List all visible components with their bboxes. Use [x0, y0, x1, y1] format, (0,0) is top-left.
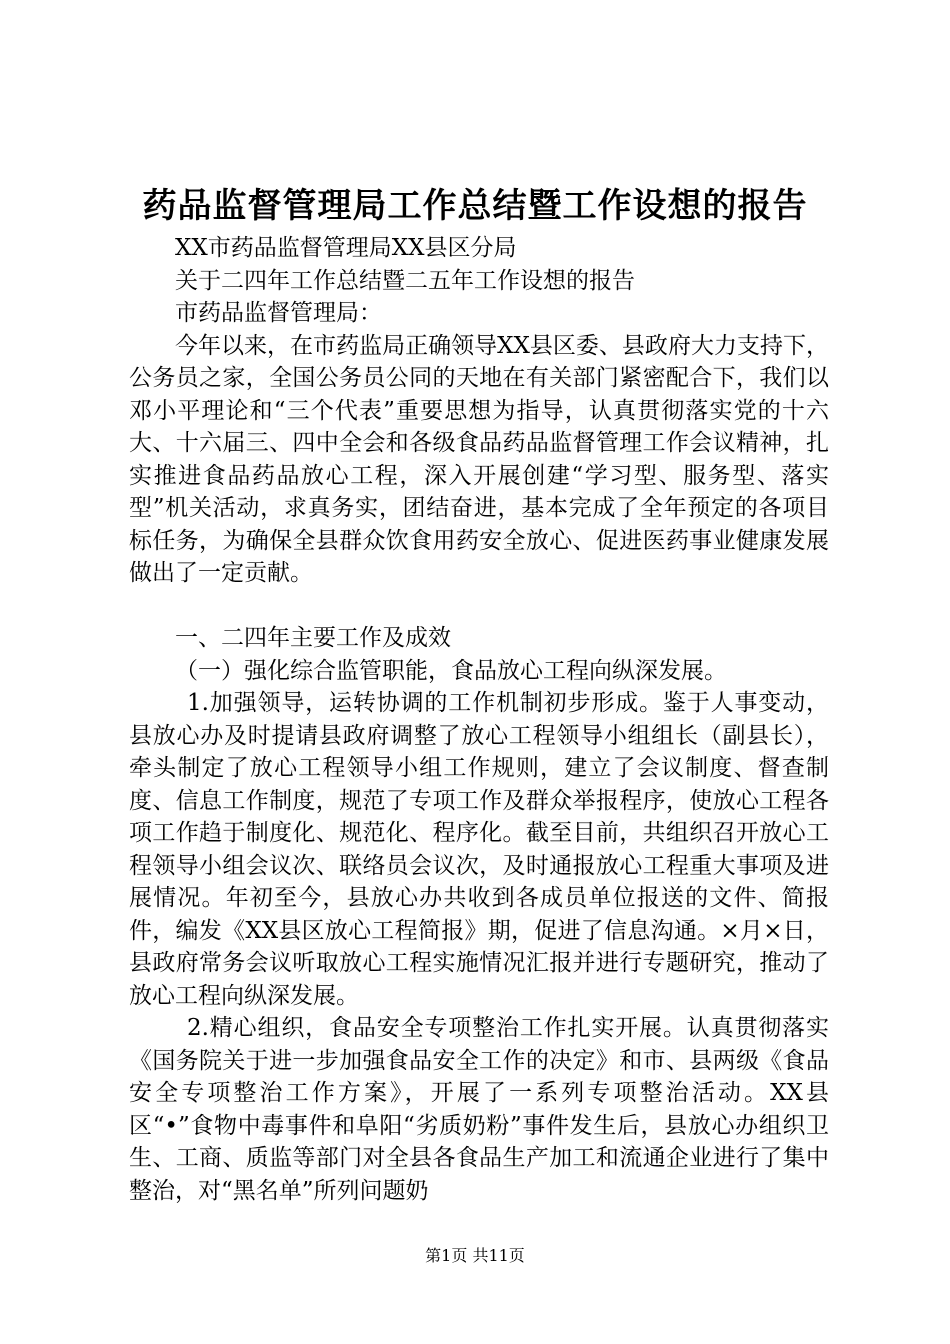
item-paragraph-2: 2.精心组织，食品安全专项整治工作扎实开展。认真贯彻落实《国务院关于进一步加强食品安全工作的决定》和市、县两级《食品安全专项整治工作方案》，开展了一系列专项整治活动。XX县区“•”食物中毒事件和阜阳“劣质奶粉”事件发生后，县放心办组织卫生、工商、质监等部门对全县各食品生产加工和流通企业进行了集中整治，对“黑名单”所列问题奶: [129, 1015, 829, 1204]
document-title: 药品监督管理局工作总结暨工作设想的报告: [142, 186, 808, 226]
header-line-salutation: 市药品监督管理局：: [175, 300, 382, 326]
item-paragraph-1: 1.加强领导，运转协调的工作机制初步形成。鉴于人事变动，县放心办及时提请县政府调整了放心工程领导小组组长（副县长），牵头制定了放心工程领导小组工作规则，建立了会议制度、督查制度、信息工作制度，规范了专项工作及群众举报程序，使放心工程各项工作趋于制度化、规范化、程序化。截至目前，共组织召开放心工程领导小组会议次、联络员会议次，及时通报放心工程重大事项及进展情况。年初至今，县放心办共收到各成员单位报送的文件、简报件，编发《XX县区放心工程简报》期，促进了信息沟通。×月×日，县政府常务会议听取放心工程实施情况汇报并进行专题研究，推动了放心工程向纵深发展。: [129, 690, 829, 1009]
subsection-heading: （一）强化综合监管职能，食品放心工程向纵深发展。: [175, 657, 727, 684]
section-heading: 一、二四年主要工作及成效: [175, 625, 451, 651]
header-line-bureau: XX市药品监督管理局XX县区分局: [175, 235, 517, 261]
document-body: [129, 232, 829, 1207]
page-number: 第1页 共11页: [425, 1246, 525, 1265]
intro-paragraph: 今年以来，在市药监局正确领导XX县区委、县政府大力支持下，公务员之家，全国公务员公同的天地在有关部门紧密配合下，我们以邓小平理论和“三个代表”重要思想为指导，认真贯彻落实党的十六大、十六届三、四中全会和各级食品药品监督管理工作会议精神，扎实推进食品药品放心工程，深入开展创建“学习型、服务型、落实型”机关活动，求真务实，团结奋进，基本完成了全年预定的各项目标任务，为确保全县群众饮食用药安全放心、促进医药事业健康发展做出了一定贡献。: [129, 332, 829, 586]
paragraph-gap: [129, 590, 829, 623]
header-line-report-title: 关于二四年工作总结暨二五年工作设想的报告: [175, 267, 635, 294]
